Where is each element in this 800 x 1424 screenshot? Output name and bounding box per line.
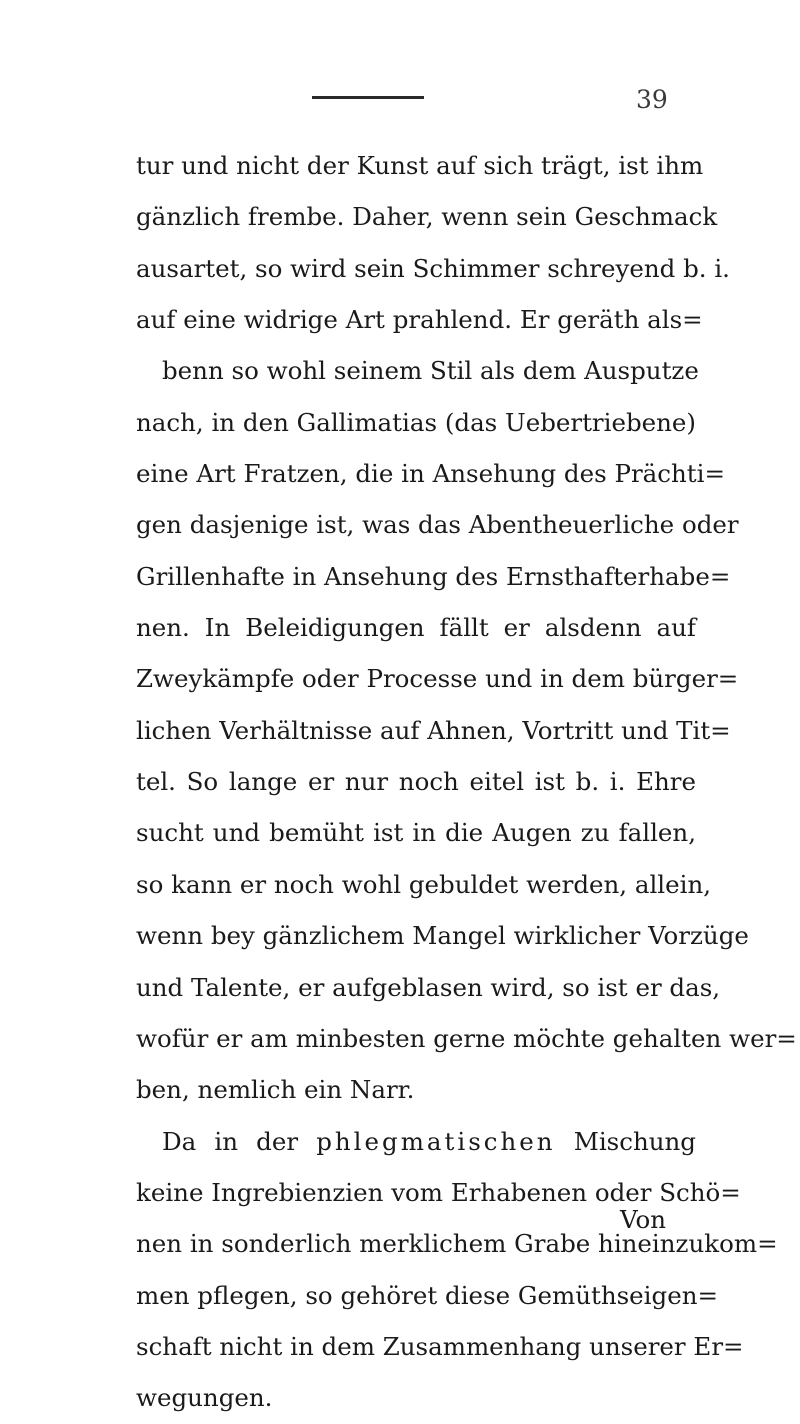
text-line: Grillenhafte in Ansehung des Ernsthafterhabe=: [136, 561, 731, 591]
text-line: tur und nicht der Kunst auf sich trägt, ist ihm: [136, 151, 704, 180]
text-line: tel. So lange er nur noch eitel ist b. i. Ehre: [136, 767, 696, 797]
text-line: so kann er noch wohl gebuldet werden, allein,: [136, 869, 712, 899]
text-line: lichen Verhältnisse auf Ahnen, Vortritt und Tit=: [136, 715, 731, 745]
text-line: ausartet, so wird sein Schimmer schreyend b. i.: [136, 253, 730, 283]
paragraph-2-intro: Da in der: [162, 1126, 299, 1156]
text-line: benn so wohl seinem Stil als dem Ausputze: [162, 356, 699, 386]
text-line: wegungen.: [136, 1383, 273, 1413]
text-line: sucht und bemüht ist in die Augen zu fallen,: [136, 818, 696, 848]
page-number: 39: [636, 85, 668, 114]
text-line: nen. In Beleidigungen fällt er alsdenn auf: [136, 613, 696, 643]
text-line: wofür er am minbesten gerne möchte gehalten wer=: [136, 1023, 797, 1053]
text-line: wenn bey gänzlichem Mangel wirklicher Vorzüge: [136, 921, 749, 951]
paragraph-2-rest: Mischung: [573, 1126, 696, 1156]
emphasis-phlegmatic: phlegmatischen: [316, 1126, 556, 1156]
text-line: und Talente, er aufgeblasen wird, so ist er das,: [136, 972, 721, 1002]
text-line: schaft nicht in dem Zusammenhang unserer Er=: [136, 1331, 744, 1361]
text-line: gen dasjenige ist, was das Abentheuerliche oder: [136, 510, 739, 540]
body-text: [136, 140, 797, 1424]
text-line: auf eine widrige Art prahlend. Er geräth als=: [136, 305, 703, 335]
text-line: ben, nemlich ein Narr.: [136, 1075, 415, 1105]
text-line: nach, in den Gallimatias (das Uebertriebene): [136, 407, 696, 437]
paragraph-2-first-line: [136, 1116, 696, 1167]
header-rule: [312, 96, 424, 99]
text-line: gänzlich frembe. Daher, wenn sein Geschmack: [136, 202, 718, 232]
text-line: men pflegen, so gehöret diese Gemüthseigen=: [136, 1280, 719, 1310]
text-line: keine Ingrebienzien vom Erhabenen oder Schö=: [136, 1177, 741, 1207]
text-line: eine Art Fratzen, die in Ansehung des Prächti=: [136, 459, 725, 489]
text-line: nen in sonderlich merklichem Grabe hineinzukom=: [136, 1229, 778, 1259]
catchword: Von: [620, 1205, 666, 1234]
text-line: Zweykämpfe oder Processe und in dem bürger=: [136, 664, 739, 694]
